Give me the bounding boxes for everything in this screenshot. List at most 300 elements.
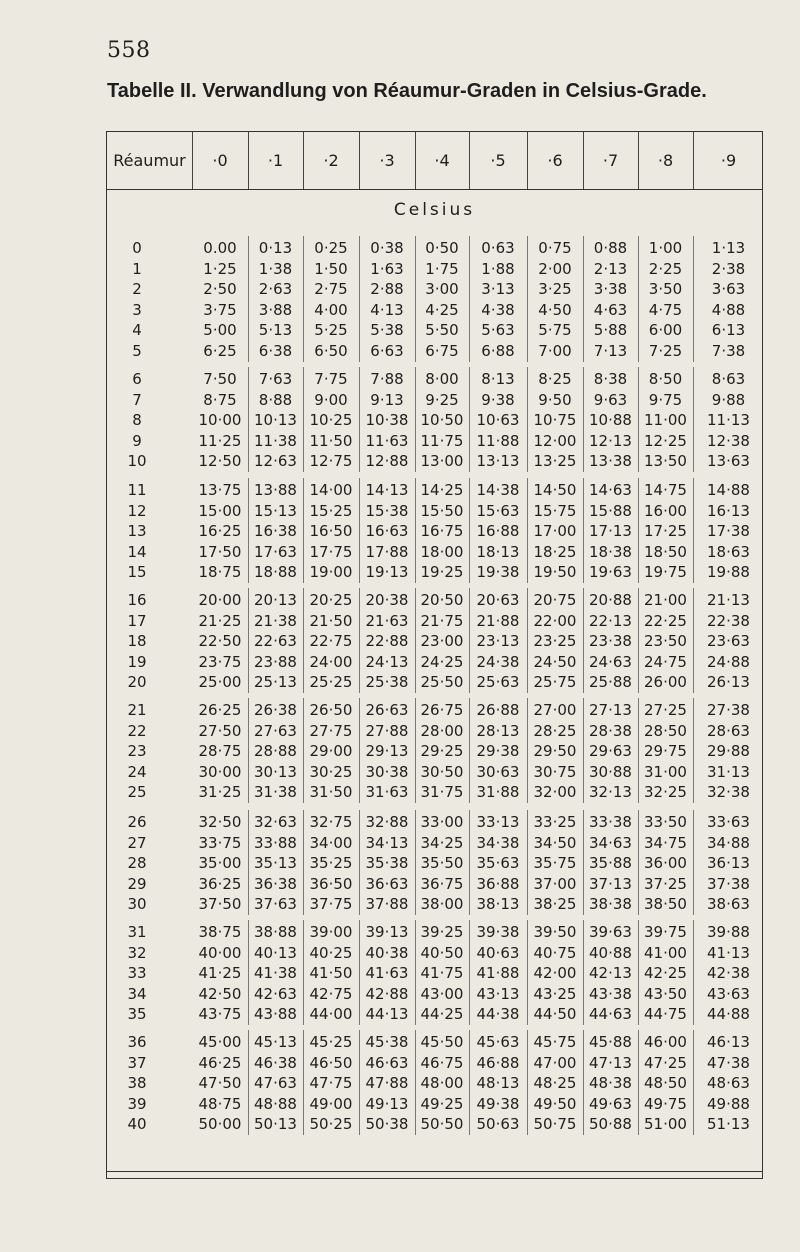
celsius-value: 42·50: [198, 984, 242, 1003]
celsius-value: 19·38: [476, 563, 520, 582]
celsius-value: 43·75: [198, 1005, 242, 1024]
celsius-value: 7·25: [648, 342, 683, 360]
celsius-value: 5·00: [203, 321, 237, 340]
celsius-value: 6·63: [370, 342, 404, 360]
body-column-divider: [638, 698, 639, 803]
table-row: [107, 521, 762, 541]
celsius-value: 16·38: [254, 522, 297, 541]
celsius-value: 0·63: [481, 239, 515, 257]
reaumur-value: 25: [127, 783, 147, 802]
celsius-value: 5·25: [314, 321, 348, 340]
reaumur-value: 10: [127, 452, 147, 471]
body-column-divider: [693, 367, 694, 472]
celsius-value: 9·63: [593, 390, 628, 409]
body-column-divider: [303, 920, 304, 1025]
celsius-value: 24·13: [365, 652, 409, 671]
table-row: [107, 853, 762, 873]
celsius-value: 45·13: [254, 1033, 297, 1051]
celsius-value: 50·00: [198, 1115, 242, 1134]
celsius-value: 31·25: [198, 783, 242, 802]
celsius-value: 41·50: [309, 964, 353, 983]
celsius-value: 9·88: [711, 390, 746, 409]
celsius-value: 11·25: [198, 431, 242, 450]
body-column-divider: [303, 810, 304, 915]
body-column-divider: [638, 588, 639, 693]
body-column-divider: [693, 1030, 694, 1135]
header-col-0: ·0: [212, 151, 228, 170]
celsius-value: 10·88: [589, 411, 632, 430]
celsius-value: 11·75: [420, 431, 464, 450]
celsius-value: 40·25: [309, 943, 353, 962]
table-row: [107, 431, 762, 451]
celsius-value: 0·38: [370, 239, 404, 257]
celsius-subheader: Celsius: [393, 200, 476, 220]
celsius-value: 2·50: [203, 280, 237, 299]
celsius-value: 23·38: [589, 632, 632, 651]
celsius-value: 20·75: [533, 591, 577, 609]
celsius-value: 3·25: [538, 280, 572, 299]
table-row: [107, 300, 762, 320]
reaumur-value: 13: [127, 522, 147, 541]
celsius-value: 37·38: [707, 874, 750, 893]
table-row: [107, 762, 762, 782]
celsius-value: 15·63: [476, 501, 520, 520]
celsius-value: 35·75: [533, 854, 577, 873]
celsius-value: 15·25: [309, 501, 353, 520]
celsius-value: 14·25: [420, 481, 464, 499]
celsius-value: 16·25: [198, 522, 242, 541]
reaumur-value: 14: [127, 542, 147, 561]
celsius-value: 4·13: [370, 300, 404, 319]
table-row: [107, 721, 762, 741]
celsius-value: 23·00: [420, 632, 464, 651]
celsius-value: 40·63: [476, 943, 520, 962]
celsius-value: 24·88: [707, 652, 750, 671]
celsius-value: 22·13: [589, 611, 632, 630]
celsius-value: 18·75: [198, 563, 242, 582]
celsius-value: 9·13: [370, 390, 404, 409]
celsius-value: 41·88: [476, 964, 520, 983]
celsius-value: 31·50: [309, 783, 353, 802]
celsius-value: 2·63: [258, 280, 293, 299]
celsius-value: 2·88: [370, 280, 404, 299]
celsius-value: 47·38: [707, 1053, 750, 1072]
header-col-5: ·5: [490, 151, 506, 170]
celsius-value: 46·38: [254, 1053, 297, 1072]
celsius-value: 37·13: [589, 874, 632, 893]
celsius-value: 33·63: [707, 813, 750, 831]
celsius-value: 6·00: [648, 321, 683, 340]
celsius-value: 32·75: [309, 813, 353, 831]
celsius-value: 11·63: [365, 431, 409, 450]
table-row: [107, 652, 762, 672]
celsius-value: 35·50: [420, 854, 464, 873]
celsius-value: 12·00: [533, 431, 577, 450]
celsius-value: 7·38: [711, 342, 746, 360]
reaumur-value: 8: [132, 411, 142, 430]
celsius-value: 4·00: [314, 300, 348, 319]
celsius-value: 44·13: [365, 1005, 409, 1024]
celsius-value: 51·13: [707, 1115, 750, 1134]
table-row: [107, 984, 762, 1004]
celsius-value: 9·75: [648, 390, 683, 409]
celsius-value: 0·25: [314, 239, 348, 257]
table-row: [107, 279, 762, 299]
celsius-value: 27·00: [533, 701, 577, 719]
celsius-value: 7·88: [370, 370, 404, 388]
body-column-divider: [415, 810, 416, 915]
celsius-value: 6·25: [203, 342, 237, 360]
celsius-value: 34·88: [707, 833, 750, 852]
celsius-value: 51·00: [644, 1115, 687, 1134]
reaumur-value: 37: [127, 1053, 147, 1072]
celsius-value: 13·38: [589, 452, 632, 471]
celsius-value: 12·38: [707, 431, 750, 450]
celsius-value: 30·88: [589, 762, 632, 781]
celsius-value: 20·25: [309, 591, 353, 609]
celsius-value: 40·00: [198, 943, 242, 962]
body-column-divider: [469, 698, 470, 803]
body-column-divider: [303, 367, 304, 472]
celsius-value: 5·75: [538, 321, 572, 340]
celsius-value: 26·38: [254, 701, 297, 719]
celsius-value: 16·75: [420, 522, 464, 541]
reaumur-value: 30: [127, 895, 147, 914]
celsius-value: 14·00: [309, 481, 353, 499]
celsius-value: 41·75: [420, 964, 464, 983]
celsius-value: 12·13: [589, 431, 632, 450]
page-number: 558: [107, 38, 151, 63]
table-row: [107, 611, 762, 631]
celsius-value: 2·25: [648, 259, 683, 278]
reaumur-value: 5: [132, 342, 142, 360]
body-column-divider: [638, 1030, 639, 1135]
conversion-table: [106, 131, 763, 1179]
table-row: [107, 590, 762, 610]
celsius-value: 29·75: [644, 742, 687, 761]
celsius-value: 1·25: [203, 259, 237, 278]
celsius-value: 22·38: [707, 611, 750, 630]
celsius-value: 49·88: [707, 1094, 750, 1113]
celsius-value: 42·75: [309, 984, 353, 1003]
celsius-value: 5·13: [258, 321, 293, 340]
celsius-value: 8·13: [481, 370, 515, 388]
celsius-value: 41·00: [644, 943, 687, 962]
celsius-value: 37·63: [254, 895, 297, 914]
body-column-divider: [248, 478, 249, 583]
celsius-value: 38·25: [533, 895, 577, 914]
reaumur-value: 22: [127, 721, 147, 740]
celsius-value: 5·38: [370, 321, 404, 340]
body-column-divider: [527, 1030, 528, 1135]
celsius-value: 21·38: [254, 611, 297, 630]
celsius-value: 39·63: [589, 923, 632, 941]
celsius-value: 46·88: [476, 1053, 520, 1072]
celsius-value: 8·38: [593, 370, 628, 388]
celsius-value: 35·13: [254, 854, 297, 873]
celsius-value: 6·13: [711, 321, 746, 340]
body-column-divider: [359, 478, 360, 583]
celsius-value: 43·00: [420, 984, 464, 1003]
celsius-value: 20·88: [589, 591, 632, 609]
celsius-value: 42·25: [644, 964, 687, 983]
celsius-value: 8·00: [425, 370, 459, 388]
celsius-value: 9·25: [425, 390, 459, 409]
celsius-value: 49·63: [589, 1094, 632, 1113]
celsius-value: 50·38: [365, 1115, 409, 1134]
celsius-value: 8·50: [648, 370, 683, 388]
celsius-value: 4·75: [648, 300, 683, 319]
celsius-value: 27·50: [198, 721, 242, 740]
body-column-divider: [303, 1030, 304, 1135]
celsius-value: 13·63: [707, 452, 750, 471]
celsius-value: 10·38: [365, 411, 409, 430]
body-column-divider: [415, 920, 416, 1025]
celsius-value: 22·00: [533, 611, 577, 630]
celsius-value: 19·00: [309, 563, 353, 582]
celsius-value: 29·25: [420, 742, 464, 761]
header-column-divider: [359, 132, 360, 189]
celsius-value: 14·38: [476, 481, 520, 499]
celsius-value: 34·13: [365, 833, 409, 852]
celsius-value: 23·50: [644, 632, 687, 651]
reaumur-value: 29: [127, 874, 147, 893]
celsius-value: 45·38: [365, 1033, 409, 1051]
celsius-value: 38·88: [254, 923, 297, 941]
celsius-value: 46·13: [707, 1033, 750, 1051]
reaumur-value: 21: [127, 701, 147, 719]
celsius-value: 16·88: [476, 522, 520, 541]
celsius-value: 19·75: [644, 563, 687, 582]
reaumur-value: 24: [127, 762, 147, 781]
celsius-value: 13·00: [420, 452, 464, 471]
celsius-value: 11·38: [254, 431, 297, 450]
body-column-divider: [248, 1030, 249, 1135]
celsius-value: 31·00: [644, 762, 687, 781]
celsius-value: 25·25: [309, 673, 353, 692]
celsius-value: 26·13: [707, 673, 750, 692]
celsius-value: 3·13: [481, 280, 515, 299]
celsius-value: 5·50: [425, 321, 459, 340]
table-row: [107, 1053, 762, 1073]
celsius-value: 39·75: [644, 923, 687, 941]
body-column-divider: [359, 698, 360, 803]
celsius-value: 48·38: [589, 1074, 632, 1093]
celsius-value: 38·75: [198, 923, 242, 941]
celsius-value: 3·63: [711, 280, 746, 299]
table-row: [107, 562, 762, 582]
celsius-value: 47·63: [254, 1074, 297, 1093]
celsius-value: 1·75: [425, 259, 459, 278]
celsius-value: 18·63: [707, 542, 750, 561]
table-row: [107, 943, 762, 963]
celsius-value: 31·63: [365, 783, 409, 802]
celsius-value: 22·75: [309, 632, 353, 651]
celsius-value: 30·25: [309, 762, 353, 781]
celsius-value: 16·63: [365, 522, 409, 541]
celsius-value: 17·25: [644, 522, 687, 541]
celsius-value: 25·63: [476, 673, 520, 692]
celsius-value: 16·50: [309, 522, 353, 541]
celsius-value: 35·38: [365, 854, 409, 873]
header-col-9: ·9: [720, 151, 737, 170]
celsius-value: 15·75: [533, 501, 577, 520]
reaumur-value: 20: [127, 673, 147, 692]
celsius-value: 34·25: [420, 833, 464, 852]
celsius-value: 49·38: [476, 1094, 520, 1113]
celsius-value: 1·38: [258, 259, 293, 278]
celsius-value: 5·88: [593, 321, 628, 340]
celsius-value: 5·63: [481, 321, 515, 340]
celsius-value: 41·63: [365, 964, 409, 983]
celsius-value: 8·63: [711, 370, 746, 388]
celsius-value: 29·88: [707, 742, 750, 761]
celsius-value: 16·13: [707, 501, 750, 520]
celsius-value: 12·63: [254, 452, 297, 471]
celsius-value: 44·88: [707, 1005, 750, 1024]
celsius-value: 17·88: [365, 542, 409, 561]
celsius-value: 34·00: [309, 833, 353, 852]
celsius-value: 40·88: [589, 943, 632, 962]
header-reaumur: Réaumur: [113, 151, 186, 170]
table-row: [107, 1114, 762, 1134]
celsius-value: 43·38: [589, 984, 632, 1003]
celsius-value: 48·88: [254, 1094, 297, 1113]
celsius-value: 30·50: [420, 762, 464, 781]
celsius-value: 3·75: [203, 300, 237, 319]
celsius-value: 49·25: [420, 1094, 464, 1113]
table-row: [107, 874, 762, 894]
celsius-value: 11·00: [644, 411, 687, 430]
celsius-value: 45·88: [589, 1033, 632, 1051]
body-column-divider: [248, 920, 249, 1025]
celsius-value: 0·13: [258, 239, 293, 257]
celsius-value: 38·63: [707, 895, 750, 914]
celsius-value: 46·63: [365, 1053, 409, 1072]
celsius-value: 27·63: [254, 721, 297, 740]
celsius-value: 27·88: [365, 721, 409, 740]
celsius-value: 39·50: [533, 923, 577, 941]
celsius-value: 50·88: [589, 1115, 632, 1134]
celsius-value: 1·88: [481, 259, 515, 278]
celsius-value: 17·50: [198, 542, 242, 561]
celsius-value: 36·88: [476, 874, 520, 893]
celsius-value: 12·88: [365, 452, 409, 471]
celsius-value: 35·25: [309, 854, 353, 873]
celsius-value: 49·00: [309, 1094, 353, 1113]
celsius-value: 33·38: [589, 813, 632, 831]
header-column-divider: [469, 132, 470, 189]
celsius-value: 29·63: [589, 742, 632, 761]
celsius-value: 27·25: [644, 701, 687, 719]
celsius-value: 15·38: [365, 501, 409, 520]
celsius-value: 50·75: [533, 1115, 577, 1134]
celsius-value: 11·88: [476, 431, 520, 450]
celsius-value: 30·38: [365, 762, 409, 781]
celsius-value: 23·25: [533, 632, 577, 651]
celsius-value: 10·63: [476, 411, 520, 430]
celsius-value: 24·50: [533, 652, 577, 671]
celsius-value: 10·13: [254, 411, 297, 430]
celsius-value: 15·13: [254, 501, 297, 520]
reaumur-value: 18: [127, 632, 147, 651]
celsius-value: 6·88: [481, 342, 515, 360]
table-row: [107, 369, 762, 389]
celsius-value: 17·38: [707, 522, 750, 541]
celsius-value: 45·75: [533, 1033, 577, 1051]
celsius-value: 13·75: [198, 481, 242, 499]
celsius-value: 29·13: [365, 742, 409, 761]
celsius-value: 49·50: [533, 1094, 577, 1113]
celsius-value: 45·50: [420, 1033, 464, 1051]
celsius-value: 28·75: [198, 742, 242, 761]
table-row: [107, 238, 762, 258]
header-column-divider: [192, 132, 193, 189]
celsius-value: 47·75: [309, 1074, 353, 1093]
celsius-value: 45·63: [476, 1033, 520, 1051]
celsius-value: 18·25: [533, 542, 577, 561]
body-column-divider: [527, 698, 528, 803]
celsius-value: 24·00: [309, 652, 353, 671]
celsius-value: 4·38: [481, 300, 515, 319]
body-column-divider: [583, 478, 584, 583]
celsius-value: 49·75: [644, 1094, 687, 1113]
celsius-value: 18·13: [476, 542, 520, 561]
celsius-value: 41·25: [198, 964, 242, 983]
celsius-value: 14·50: [533, 481, 577, 499]
body-column-divider: [583, 920, 584, 1025]
header-col-7: ·7: [602, 151, 619, 170]
celsius-value: 43·50: [644, 984, 687, 1003]
celsius-value: 30·63: [476, 762, 520, 781]
celsius-value: 9·00: [314, 390, 348, 409]
celsius-value: 50·25: [309, 1115, 353, 1134]
body-column-divider: [415, 236, 416, 362]
table-row: [107, 782, 762, 802]
reaumur-value: 2: [132, 280, 142, 299]
body-column-divider: [469, 367, 470, 472]
table-row: [107, 1073, 762, 1093]
celsius-value: 20·13: [254, 591, 297, 609]
celsius-value: 36·75: [420, 874, 464, 893]
celsius-value: 38·00: [420, 895, 464, 914]
celsius-value: 14·75: [644, 481, 687, 499]
celsius-value: 27·75: [309, 721, 353, 740]
celsius-value: 19·13: [365, 563, 409, 582]
celsius-value: 32·13: [589, 783, 632, 802]
celsius-value: 32·88: [365, 813, 409, 831]
celsius-value: 12·25: [644, 431, 687, 450]
body-column-divider: [638, 478, 639, 583]
body-column-divider: [469, 236, 470, 362]
table-row: [107, 259, 762, 279]
celsius-value: 32·38: [707, 783, 750, 802]
celsius-value: 21·75: [420, 611, 464, 630]
celsius-value: 8·25: [538, 370, 572, 388]
celsius-value: 13·25: [533, 452, 577, 471]
celsius-value: 42·88: [365, 984, 409, 1003]
body-column-divider: [248, 588, 249, 693]
celsius-value: 7·00: [538, 342, 572, 360]
celsius-value: 24·63: [589, 652, 632, 671]
celsius-value: 46·50: [309, 1053, 353, 1072]
celsius-value: 10·50: [420, 411, 464, 430]
celsius-value: 18·00: [420, 542, 464, 561]
celsius-value: 34·50: [533, 833, 577, 852]
celsius-value: 33·75: [198, 833, 242, 852]
celsius-value: 28·00: [420, 721, 464, 740]
celsius-value: 28·13: [476, 721, 520, 740]
